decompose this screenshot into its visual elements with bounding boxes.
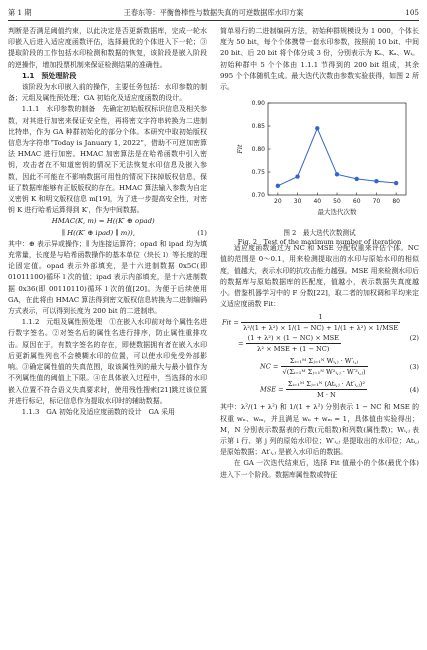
line-chart [220,95,419,225]
left-column [8,26,207,418]
paragraph: 其中：⊕ 表示异或操作；∥ 为连接运算符；opad 和 ipad 均为填充常量，长度是与哈希函数操作的基本单位（块长 l）等长度的理论固定值。opad 表示外部填充，是十六进制数据 0x5C(即 01011100)循环 l 次的值；ipad 表示内部填充，是十六进制数据 0x36(即 00110110)循环 l 次的值[20]。为便于后续使用 GA，在此将由 HMAC 算法得到密文版权信息转换为二进制编码方式表示，可以得到长度为 200 bit 的二进制串。 [8,239,207,316]
paragraph: 其中：λ²/(1 + λ²) 和 1/(1 + λ²) 分别表示 1 − NC 和 MSE 的权重 wₙ、wₘ，并且满足 wₙ + wₘ = 1，具体值由实验得出；M，N 分别表示数据表的行数(元组数)和列数(属性数)；Wᵢ,ⱼ 表示第 i 行、第 j 列的原始水印位；W′ᵢ,ⱼ 是提取出的水印位；Atᵢ,ⱼ 是原始数据；At′ᵢ,ⱼ 是嵌入水印后的数据。 [220,403,419,457]
subsection-title: 1.1.1 水印参数的制备 [21,105,96,114]
data-point [355,177,359,181]
running-title: 王春东等：平衡鲁棒性与数据失真的可逆数据库水印方案 [123,8,304,17]
data-point [315,126,319,130]
numerator: 1 [241,312,400,323]
y-tick-label: 0.80 [251,146,265,154]
paragraph: 适应度函数通过为 NC 和 MSE 分配权重来评估个体。NC 值的范围是 0～0.1，用来检测提取出的水印与原始水印的相似度，值越大，表示水印的抗攻击能力越强。MSE 用来检测水印后的数据库与原始数据库的匹配度，值越小，表示数据失真度越小。借鉴机器学习中的 F 分数[22]，取二者的加权调和平均来定义适应度函数 Fit： [220,244,419,309]
data-point [295,175,299,179]
figure-caption-en: Fig. 2 Test of the maximum number of iteration [237,238,402,247]
x-tick-label: 60 [352,198,361,206]
issue-label: 第 1 期 [8,8,32,17]
x-axis-label: 最大迭代次数 [317,208,357,217]
equation-line: HMAC(K, m) = H((K′ ⊕ opad) [51,217,155,226]
data-point [276,184,280,188]
fit-fraction-1 [241,312,400,333]
page-header [8,6,419,21]
denominator: λ² × MSE + (1 − NC) [257,345,330,354]
y-tick-label: 0.75 [251,169,265,177]
subsection [8,104,207,216]
equation-3 [220,356,419,377]
denominator: M · N [317,391,336,400]
y-tick-label: 0.70 [251,192,265,200]
subsection [8,317,207,407]
subsection-title: 1.1.3 GA 初始化及适应度函数的设计 [21,407,142,416]
nc-lhs: NC = [260,362,279,371]
page-number: 105 [405,8,419,17]
data-point [394,181,398,185]
equation-1-cont [8,228,207,239]
data-point [335,172,339,176]
mse-fraction [286,379,367,400]
equation-number: (2) [409,334,419,343]
x-tick-label: 80 [392,198,400,206]
equation-line: ∥ H((K′ ⊕ ipad) ∥ m)), [61,228,135,237]
equation-number: (3) [409,363,419,372]
x-tick-label: 30 [293,198,302,206]
paragraph: 判断是否满足阈值约束，以此决定是否更新数据库，完成一轮水印嵌入后进入适应度函数评估，选择最优的个体进入下一轮；③提取阶段的工作包括水印检测和数据的恢复，该阶段是嵌入阶段的逆操作，增加投票机制来保证检测结果的准确性。 [8,27,207,69]
denominator: √(Σᵢ₌₁ᴹ Σⱼ₌₁ᴺ W²ᵢ,ⱼ · W′²ᵢ,ⱼ) [282,368,366,377]
equation-4 [220,379,419,400]
subsection-text: GA 采用 [148,407,175,416]
subsection-text: ①在嵌入水印前对每个属性名进行数字签名。②对签名后的属性名进行排序，防止属性重排攻击。原因在于，有数字签名的存在，即使数据拥有者在嵌入水印后更新属性列也不会模糊水印的位置，可以使水印免受外部影响。③确定属性值的失真范围，取该属性列的最大与最小值作为不列属性值的阈值上下限。④在具体嵌入过程中，当选择的水印嵌入位置不符合语义失真要求时，使用残性搜索[21]跳过该位置并进行标记，标记信息作为提取水印时的辅助数据。 [8,318,208,405]
equation-number: (1) [197,228,207,237]
x-tick-label: 20 [274,198,282,206]
numerator: (1 + λ²) × (1 − NC) × MSE [247,334,339,343]
numerator: Σᵢ₌₁ᴹ Σⱼ₌₁ᴺ Wᵢ,ⱼ · W′ᵢ,ⱼ [281,356,368,367]
equals-sign: = [238,339,244,348]
fit-fraction-2 [246,333,341,354]
mse-lhs: MSE = [260,385,284,394]
paragraph: 简单易行的二进制编码方法，初始种群规模设为 1 000，个体长度为 50 bit，每个个体携带一套水印参数，按照前 10 bit、中间 20 bit、后 20 bit 将个体分成 3 份，分别表示为 Kₛ、Kₐ、Wᵢ。初始种群中 5 个个体由 1.1.1 节得到的 200 bit 组成，其余 995 个个体随机生成。最大迭代次数由参数实验获得，如图 2 所示。 [220,27,419,92]
denominator: λ²/(1 + λ²) × 1/(1 − NC) + 1/(1 + λ²) × 1/MSE [243,324,399,333]
data-point [374,179,378,183]
equation-number: (4) [409,386,419,395]
section-heading: 1.1 预处理阶段 [22,71,77,80]
x-tick-label: 40 [313,198,322,206]
y-tick-label: 0.85 [251,123,265,131]
equation-1 [8,216,207,227]
subsection-text: 先确定初始版权标识信息及相关参数，对其进行加密来保证安全性，再将密文字符串转换为二进制比特串，作为 GA 种群初始化的部分个体。本研究中取初始版权信息为字符串“Today is January 1, 2022”，借助不可逆加密算法 HMAC 进行加密。HMAC 加密算法是在哈希函数中引入密钥，攻击者在不知道密钥的情况下无法恢复水印信息及嵌入参数，因此不可能在不影响数据可用性的情况下抹掉版权信息，保证了数据库能够有正版版权的存在。HMAC 算法输入参数为自定义密钥 K 和明文版权信息 m[19]，为了进一步提高安全性，对密钥 K 进行哈希运算得到 K′，作为中间数据。 [8,105,208,215]
nc-fraction [281,356,368,377]
numerator: Σᵢ₌₁ᴹ Σⱼ₌₁ᴺ (Atᵢ,ⱼ · At′ᵢ,ⱼ)² [287,380,366,389]
fit-lhs: Fit = [222,318,239,327]
subsection-title: 1.1.2 元组及属性预处理 [21,318,103,327]
figure-caption-cn: 图 2 最大迭代次数测试 [283,229,356,238]
paragraph: 在 GA 一次迭代结束后，选择 Fit 值最小的个体(最优个体)进入下一个阶段。数据库属性数或特征 [220,459,419,479]
y-tick-label: 0.90 [251,100,265,108]
y-axis-label: Fit [236,144,244,154]
figure-2-chart [220,95,419,247]
x-tick-label: 50 [333,198,341,206]
x-tick-label: 70 [372,198,381,206]
subsection [8,407,207,418]
right-column [220,26,419,481]
equation-2 [220,312,419,354]
paragraph: 该阶段为水印嵌入前的操作，主要任务包括：水印参数的制备；元组及属性预处理；GA 初始化及适应度函数的设计。 [8,83,207,103]
